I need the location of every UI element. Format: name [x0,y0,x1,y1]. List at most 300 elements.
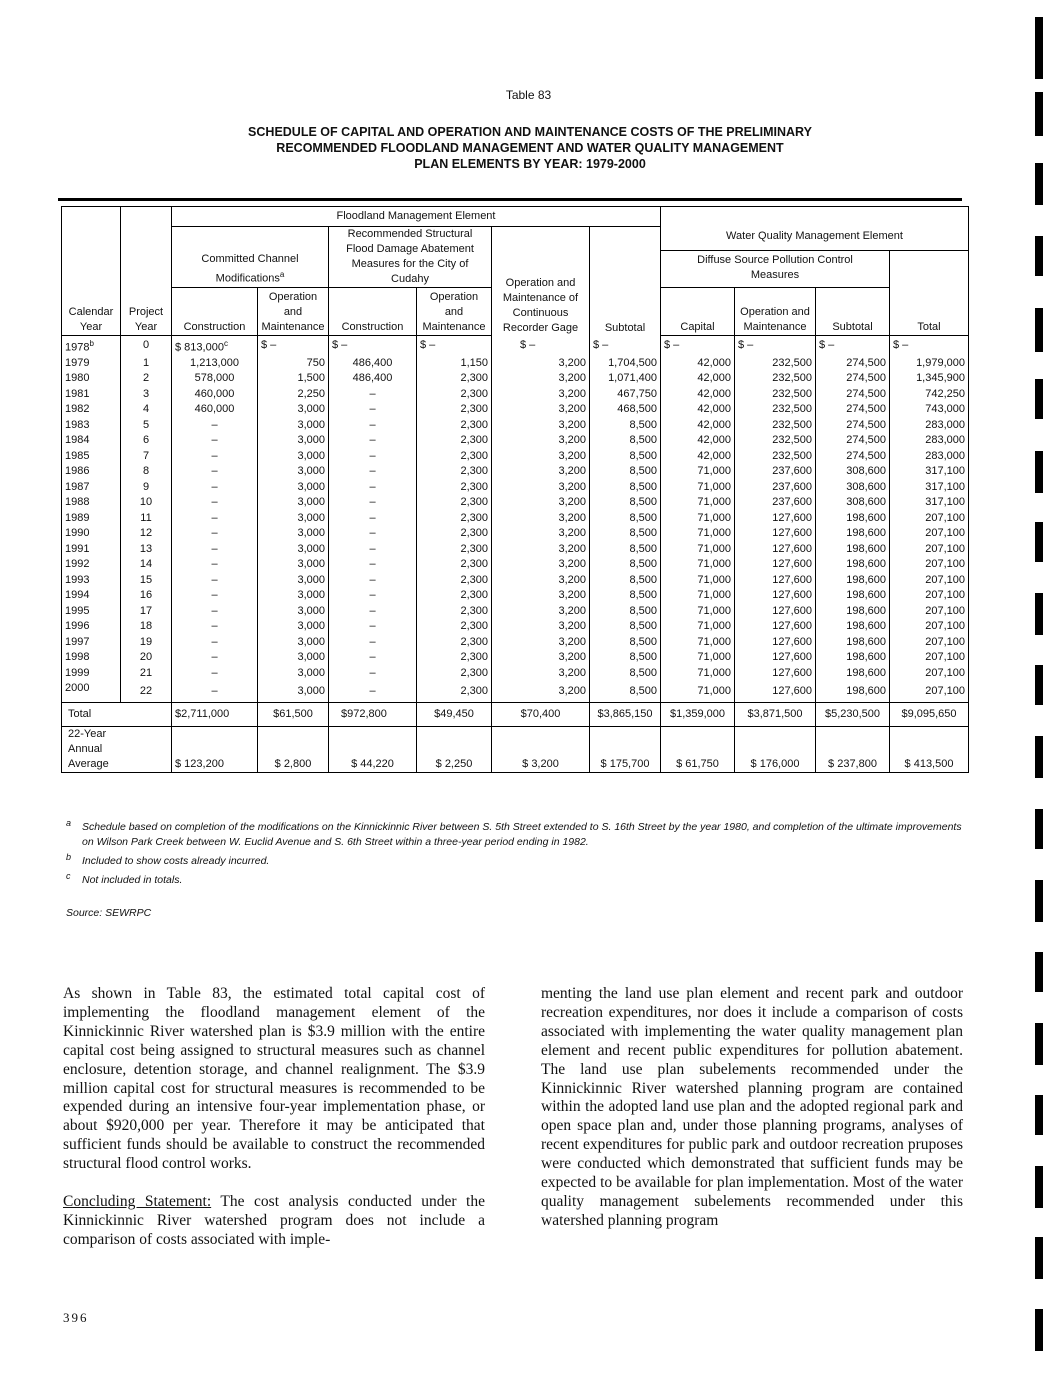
wq-capital: 42,000 [661,433,735,449]
committed-construction: – [172,635,258,651]
calendar-year: 1981 [62,387,121,403]
row-total: 207,100 [890,666,969,682]
wq-om: $ – [735,336,816,356]
recommended-construction: – [329,542,417,558]
committed-construction: $ 813,000 [175,341,224,354]
wq-om: 127,600 [735,542,816,558]
recommended-om: 2,300 [417,387,492,403]
calendar-year: 1978 [65,341,90,354]
project-year: 7 [121,449,172,465]
wq-capital: 71,000 [661,573,735,589]
table-row [62,418,969,434]
gage-om: 3,200 [492,402,590,418]
title-rule [58,198,962,201]
wq-om: 237,600 [735,464,816,480]
wq-capital: 42,000 [661,356,735,372]
scan-mark [1035,952,1043,992]
gage-om: 3,200 [492,588,590,604]
gage-om: 3,200 [492,573,590,589]
table-row [62,681,969,703]
recommended-om: 2,300 [417,464,492,480]
footnote-marker: a [66,818,72,828]
row-total: 207,100 [890,604,969,620]
table-row [62,604,969,620]
committed-om: 3,000 [258,526,329,542]
project-year-header: Project Year [121,288,172,336]
wq-subtotal: 308,600 [816,464,890,480]
project-year: 1 [121,356,172,372]
avg-wq-om: $ 176,000 [735,727,816,773]
committed-om: 3,000 [258,480,329,496]
recommended-construction: – [329,464,417,480]
wq-capital: 71,000 [661,542,735,558]
recommended-om: 2,300 [417,573,492,589]
recommended-construction: 486,400 [329,356,417,372]
scan-mark [1035,593,1043,635]
committed-om: 3,000 [258,511,329,527]
wq-capital: 71,000 [661,480,735,496]
table-row [62,557,969,573]
recommended-om: 2,300 [417,480,492,496]
gage-om: 3,200 [492,526,590,542]
construction-header: Construction [172,288,258,336]
wq-capital: 42,000 [661,418,735,434]
recommended-construction: – [329,619,417,635]
project-year: 14 [121,557,172,573]
wq-capital: 71,000 [661,511,735,527]
grand-total: $9,095,650 [890,703,969,727]
calendar-year: 1996 [62,619,121,635]
project-year: 2 [121,371,172,387]
table-row [62,619,969,635]
calendar-year: 1991 [62,542,121,558]
page-number: 396 [63,1310,89,1325]
gage-om: 3,200 [492,371,590,387]
avg-flood-subtotal: $ 175,700 [590,727,661,773]
gage-om: 3,200 [492,464,590,480]
committed-construction: – [172,666,258,682]
committed-construction: – [172,495,258,511]
gage-om: 3,200 [492,681,590,703]
row-total: 207,100 [890,588,969,604]
total-recommended-construction: $972,800 [329,703,417,727]
committed-construction: – [172,650,258,666]
calendar-year: 1995 [62,604,121,620]
wq-capital: 71,000 [661,588,735,604]
wq-subtotal: 198,600 [816,511,890,527]
recommended-om: 2,300 [417,588,492,604]
calendar-year: 1986 [62,464,121,480]
committed-om: 3,000 [258,542,329,558]
table-title-line: PLAN ELEMENTS BY YEAR: 1979-2000 [414,157,646,171]
flood-subtotal-header: Subtotal [590,227,661,337]
flood-subtotal: 1,071,400 [590,371,661,387]
recommended-om: 2,300 [417,619,492,635]
wq-om: 232,500 [735,418,816,434]
committed-construction-cell [172,336,258,356]
footnote-marker: c [66,871,71,881]
calendar-year: 1980 [62,371,121,387]
footnote-marker: c [223,339,228,348]
wq-om: 127,600 [735,526,816,542]
recommended-construction: – [329,526,417,542]
calendar-year-cell [62,336,121,356]
flood-subtotal: 8,500 [590,681,661,703]
wq-om: 232,500 [735,387,816,403]
recommended-construction: – [329,418,417,434]
gage-om: 3,200 [492,495,590,511]
avg-committed-om: $ 2,800 [258,727,329,773]
recommended-om: 2,300 [417,681,492,703]
total-row [62,703,969,727]
project-year: 0 [121,336,172,356]
scan-mark [1035,163,1043,205]
project-year: 18 [121,619,172,635]
paragraph-text: The cost analysis conducted under the Kinnickinnic River watershed program does not include a comparison of costs associated with imple- [63,1193,485,1248]
committed-om: 3,000 [258,573,329,589]
gage-om: 3,200 [492,418,590,434]
wq-om: 127,600 [735,666,816,682]
gage-om: 3,200 [492,619,590,635]
gage-om: 3,200 [492,650,590,666]
table-label: Table 83 [505,88,552,102]
calendar-year: 2000 [62,681,121,703]
avg-total: $ 413,500 [890,727,969,773]
committed-construction: – [172,557,258,573]
diffuse-source-header: Diffuse Source Pollution Control Measures [661,250,890,287]
total-wq-om: $3,871,500 [735,703,816,727]
committed-om: 3,000 [258,619,329,635]
recommended-construction: – [329,681,417,703]
gage-om: 3,200 [492,356,590,372]
row-total: 207,100 [890,573,969,589]
flood-subtotal: 8,500 [590,619,661,635]
construction-header: Construction [329,288,417,336]
project-year: 12 [121,526,172,542]
flood-subtotal: 467,750 [590,387,661,403]
wq-capital: 71,000 [661,526,735,542]
gage-header: Operation and Maintenance of Continuous Recorder Gage [492,227,590,337]
wq-capital: 71,000 [661,557,735,573]
committed-om: 3,000 [258,604,329,620]
gage-om: 3,200 [492,480,590,496]
gage-om: 3,200 [492,557,590,573]
footnote [66,873,966,888]
wq-subtotal: 198,600 [816,604,890,620]
total-row-label: Total [62,703,172,727]
avg-gage-om: $ 3,200 [492,727,590,773]
table-row [62,480,969,496]
wq-subtotal: 198,600 [816,650,890,666]
body-column-left [63,985,485,1269]
calendar-year: 1979 [62,356,121,372]
wq-subtotal: 274,500 [816,387,890,403]
table-row [62,666,969,682]
flood-subtotal: 8,500 [590,573,661,589]
body-paragraph: As shown in Table 83, the estimated total capital cost of implementing the floodland management element of the Kinnickinnic River watershed plan is $3.9 million with the entire capital cost being assigned to structural measures such as channel enclosure, detention storage, and channel realignment. The $3.9 million capital cost for structural measures is recommended to be expended during an intensive four-year implementation phase, or about $920,000 per year. Therefore it may be anticipated that sufficient funds should be available to construct the recommended structural flood control works. [63,985,485,1173]
row-total: 283,000 [890,433,969,449]
scan-marks [1017,0,1057,1379]
total-committed-construction: $2,711,000 [172,703,258,727]
total-recommended-om: $49,450 [417,703,492,727]
table-row [62,542,969,558]
wq-om: 237,600 [735,480,816,496]
row-total: 207,100 [890,542,969,558]
row-total: 1,345,900 [890,371,969,387]
recommended-om: 2,300 [417,542,492,558]
committed-om: 3,000 [258,588,329,604]
committed-om: 1,500 [258,371,329,387]
footnote-text: Not included in totals. [82,874,183,886]
flood-subtotal: 8,500 [590,604,661,620]
wq-om: 127,600 [735,604,816,620]
calendar-year: 1989 [62,511,121,527]
table-row [62,336,969,356]
committed-channel-header [172,227,329,288]
row-total: 283,000 [890,418,969,434]
floodland-element-header: Floodland Management Element [172,207,661,227]
wq-subtotal: $ – [816,336,890,356]
scan-mark [1035,308,1043,352]
flood-subtotal: 8,500 [590,433,661,449]
calendar-year-header: Calendar Year [62,288,121,336]
table-row [62,588,969,604]
wq-capital: 71,000 [661,666,735,682]
avg-recommended-om: $ 2,250 [417,727,492,773]
flood-subtotal: 8,500 [590,418,661,434]
wq-om: 232,500 [735,371,816,387]
committed-om: 3,000 [258,495,329,511]
table-title-line: RECOMMENDED FLOODLAND MANAGEMENT AND WATER QUALITY MANAGEMENT [276,141,784,155]
flood-subtotal: 468,500 [590,402,661,418]
project-year: 22 [121,681,172,703]
recommended-om: 2,300 [417,433,492,449]
gage-om: 3,200 [492,433,590,449]
table-row [62,635,969,651]
average-row-label-text: 22-Year Annual Average [68,728,109,771]
project-year: 17 [121,604,172,620]
table-row [62,511,969,527]
calendar-year: 1999 [62,666,121,682]
wq-om: 127,600 [735,619,816,635]
project-year: 20 [121,650,172,666]
gage-om: 3,200 [492,387,590,403]
wq-capital: 42,000 [661,387,735,403]
footnote-marker: a [279,270,285,280]
calendar-year: 1993 [62,573,121,589]
project-year: 19 [121,635,172,651]
table-row [62,371,969,387]
scan-mark [1035,736,1043,778]
wq-capital: 42,000 [661,449,735,465]
flood-subtotal: 8,500 [590,542,661,558]
recommended-om: 2,300 [417,511,492,527]
recommended-construction: – [329,387,417,403]
committed-construction: – [172,681,258,703]
project-year: 4 [121,402,172,418]
committed-construction: 460,000 [172,402,258,418]
wq-subtotal: 308,600 [816,480,890,496]
footnote-text: Included to show costs already incurred. [82,855,270,867]
project-year: 10 [121,495,172,511]
flood-subtotal: 8,500 [590,650,661,666]
wq-subtotal: 308,600 [816,495,890,511]
recommended-om: 2,300 [417,402,492,418]
wq-subtotal: 198,600 [816,542,890,558]
scan-mark [1035,880,1043,922]
wq-subtotal: 274,500 [816,449,890,465]
recommended-om: 2,300 [417,418,492,434]
project-year: 13 [121,542,172,558]
recommended-structural-header: Recommended Structural Flood Damage Abatement Measures for the City of Cudahy [329,227,492,288]
wq-om: 232,500 [735,433,816,449]
recommended-construction: 486,400 [329,371,417,387]
committed-om: 3,000 [258,635,329,651]
table-row [62,356,969,372]
wq-subtotal: 198,600 [816,588,890,604]
calendar-year: 1984 [62,433,121,449]
project-year: 21 [121,666,172,682]
gage-om: 3,200 [492,511,590,527]
wq-capital: 42,000 [661,371,735,387]
avg-wq-capital: $ 61,750 [661,727,735,773]
committed-construction: – [172,604,258,620]
footnote [66,854,966,869]
table-row [62,449,969,465]
committed-om: 3,000 [258,557,329,573]
scan-mark [1035,17,1043,79]
flood-subtotal: 8,500 [590,526,661,542]
recommended-construction: – [329,480,417,496]
source-note: Source: SEWRPC [66,907,152,919]
committed-om: $ – [258,336,329,356]
row-total: 317,100 [890,480,969,496]
committed-construction: – [172,588,258,604]
footnote-marker: b [89,339,94,348]
wq-om: 232,500 [735,449,816,465]
recommended-om: 2,300 [417,495,492,511]
wq-subtotal: 198,600 [816,573,890,589]
operation-maintenance-header: Operation and Maintenance [417,288,492,336]
wq-subtotal: 198,600 [816,557,890,573]
total-wq-subtotal: $5,230,500 [816,703,890,727]
scan-mark [1035,1237,1043,1279]
table-row [62,433,969,449]
recommended-construction: – [329,402,417,418]
average-row-label [62,727,172,773]
footnote-text: Schedule based on completion of the modifications on the Kinnickinnic River between S. 5th Street extended to S. 16th Street by the year 1980, and completion of the ultimate improvements on Wilson Park Creek between W. Euclid Avenue and S. 6th Street within a three-year period ending in 1982. [82,821,962,848]
operation-maintenance-header: Operation and Maintenance [735,288,816,336]
wq-subtotal: 274,500 [816,402,890,418]
row-total: 743,000 [890,402,969,418]
water-quality-element-header: Water Quality Management Element [661,207,969,251]
table-row [62,402,969,418]
committed-om: 3,000 [258,433,329,449]
committed-construction: – [172,480,258,496]
wq-subtotal: 198,600 [816,619,890,635]
table-row [62,573,969,589]
committed-om: 3,000 [258,449,329,465]
capital-header: Capital [661,288,735,336]
calendar-year: 1982 [62,402,121,418]
wq-om: 127,600 [735,511,816,527]
calendar-year: 1988 [62,495,121,511]
recommended-construction: – [329,433,417,449]
committed-construction: 1,213,000 [172,356,258,372]
committed-construction: 578,000 [172,371,258,387]
calendar-year: 1985 [62,449,121,465]
recommended-om: $ – [417,336,492,356]
footnotes [66,820,966,921]
recommended-om: 2,300 [417,650,492,666]
recommended-om: 2,300 [417,635,492,651]
recommended-construction: – [329,588,417,604]
total-committed-om: $61,500 [258,703,329,727]
cost-table [61,206,969,773]
wq-om: 232,500 [735,402,816,418]
committed-channel-label: Committed Channel Modifications [201,253,299,285]
flood-subtotal: 8,500 [590,666,661,682]
wq-subtotal: 274,500 [816,371,890,387]
avg-committed-construction: $ 123,200 [172,727,258,773]
gage-om: 3,200 [492,666,590,682]
avg-wq-subtotal: $ 237,800 [816,727,890,773]
wq-om: 127,600 [735,681,816,703]
wq-capital: 42,000 [661,402,735,418]
wq-capital: 71,000 [661,619,735,635]
calendar-year: 1994 [62,588,121,604]
table-row [62,464,969,480]
wq-om: 127,600 [735,635,816,651]
scan-mark [1035,522,1043,562]
project-year: 15 [121,573,172,589]
flood-subtotal: 8,500 [590,635,661,651]
wq-capital: 71,000 [661,604,735,620]
committed-construction: – [172,573,258,589]
project-year: 6 [121,433,172,449]
row-total: 742,250 [890,387,969,403]
calendar-year: 1992 [62,557,121,573]
committed-construction: – [172,418,258,434]
wq-om: 232,500 [735,356,816,372]
project-year: 9 [121,480,172,496]
gage-om: 3,200 [492,449,590,465]
committed-om: 3,000 [258,402,329,418]
footnote [66,820,966,850]
committed-construction: – [172,542,258,558]
committed-om: 3,000 [258,681,329,703]
flood-subtotal: $ – [590,336,661,356]
table-row [62,387,969,403]
wq-subtotal: 198,600 [816,635,890,651]
recommended-construction: – [329,449,417,465]
committed-construction: 460,000 [172,387,258,403]
row-total: 283,000 [890,449,969,465]
recommended-construction: – [329,511,417,527]
scan-mark [1035,1095,1043,1135]
wq-om: 127,600 [735,650,816,666]
calendar-year: 1983 [62,418,121,434]
project-year: 5 [121,418,172,434]
committed-om: 3,000 [258,418,329,434]
gage-om: 3,200 [492,542,590,558]
calendar-year: 1990 [62,526,121,542]
flood-subtotal: 8,500 [590,480,661,496]
body-paragraph: menting the land use plan element and recent park and outdoor recreation expenditures, nor does it include a comparison of costs associated with implementing the water quality management plan element and recent public expenditures for pollution abatement. The land use plan subelements recommended under the Kinnickinnic River watershed planning program are contained within the adopted land use plan and the adopted regional park and open space plan and, under those planning programs, analyses of recent expenditures for public park and outdoor recreation pruposes were conducted which demonstrated that sufficient funds may be expected to be available for plan implementation. Most of the water quality management subelements recommended under this watershed planning program [541,985,963,1229]
wq-subtotal: 198,600 [816,526,890,542]
committed-construction: – [172,464,258,480]
footnote-marker: b [66,852,72,862]
